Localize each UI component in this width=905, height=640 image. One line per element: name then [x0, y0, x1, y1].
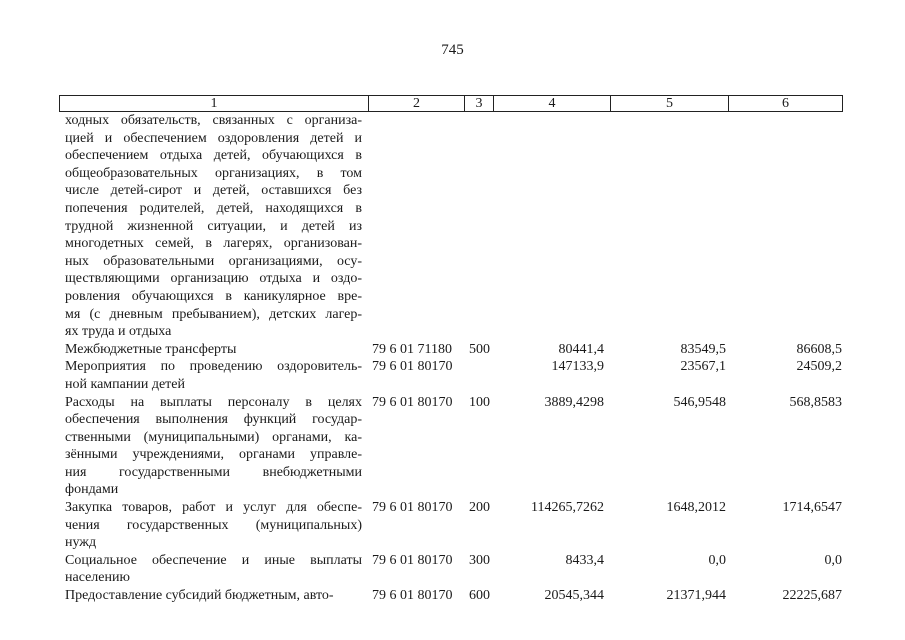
description-line: мя (с дневным пребыванием), детских лагер- — [65, 306, 362, 322]
row-code: 79 6 01 80170 — [372, 588, 453, 604]
row-kind: 100 — [469, 394, 490, 410]
description-line: фондами — [65, 482, 119, 498]
header-col-3: 3 — [465, 96, 494, 111]
description-line: ния государственными внебюджетными — [65, 464, 362, 480]
row-value-5: 1648,2012 — [666, 500, 726, 516]
table-row — [0, 499, 905, 552]
description-line: ственными (муниципальными) органами, ка- — [65, 429, 362, 445]
row-value-6: 1714,6547 — [782, 500, 842, 516]
row-value-5: 83549,5 — [680, 341, 726, 357]
header-col-2: 2 — [369, 96, 465, 111]
row-code: 79 6 01 80170 — [372, 394, 453, 410]
row-code: 79 6 01 80170 — [372, 500, 453, 516]
row-description — [65, 552, 362, 587]
row-description — [65, 341, 362, 359]
header-col-1: 1 — [60, 96, 369, 111]
header-col-6: 6 — [782, 96, 789, 111]
page-number: 745 — [441, 42, 464, 58]
description-line: зёнными учреждениями, органами управле- — [65, 447, 362, 463]
row-description — [65, 358, 362, 393]
row-description — [65, 587, 362, 605]
description-line: населению — [65, 570, 130, 586]
row-code: 79 6 01 71180 — [372, 341, 452, 357]
description-line: обеспечения выполнения функций государ- — [65, 412, 362, 428]
table-row — [0, 341, 905, 359]
description-line: ществляющими организацию отдыха и оздо- — [65, 271, 362, 287]
description-line: трудной жизненной ситуации, и детей из — [65, 218, 362, 234]
row-kind: 200 — [469, 500, 490, 516]
row-description — [65, 112, 362, 341]
table-header — [59, 95, 843, 112]
row-value-4: 114265,7262 — [531, 500, 604, 516]
description-line: Социальное обеспечение и иные выплаты — [65, 552, 362, 568]
row-kind: 600 — [469, 588, 490, 604]
description-line: ровления обучающихся в каникулярное вре- — [65, 288, 362, 304]
description-line: ходных обязательств, связанных с организа- — [65, 113, 362, 128]
table-body — [0, 112, 905, 605]
row-value-6: 0,0 — [824, 552, 842, 568]
header-col-5: 5 — [611, 96, 729, 111]
row-value-6: 86608,5 — [796, 341, 842, 357]
row-description — [65, 499, 362, 552]
row-value-4: 3889,4298 — [544, 394, 604, 410]
row-value-4: 80441,4 — [558, 341, 604, 357]
description-line: Мероприятия по проведению оздоровитель- — [65, 359, 362, 375]
row-value-5: 21371,944 — [666, 588, 726, 604]
row-description — [65, 394, 362, 500]
description-line: попечения родителей, детей, находящихся в — [65, 200, 362, 216]
description-line: нужд — [65, 535, 97, 551]
row-code: 79 6 01 80170 — [372, 359, 453, 375]
description-line: ных образовательными организациями, осу- — [65, 253, 362, 269]
table-row — [0, 358, 905, 393]
description-line: Закупка товаров, работ и услуг для обеспе- — [65, 500, 362, 516]
header-col-4: 4 — [494, 96, 611, 111]
row-kind: 300 — [469, 552, 490, 568]
table-row — [0, 112, 905, 341]
row-value-4: 147133,9 — [551, 359, 604, 375]
description-line: общеобразовательных организациях, в том — [65, 165, 362, 181]
description-line: многодетных семей, в лагерях, организован- — [65, 236, 362, 252]
description-line: цией и обеспечением оздоровления детей и — [65, 130, 362, 146]
description-line: Расходы на выплаты персоналу в целях — [65, 394, 362, 410]
description-line: Предоставление субсидий бюджетным, авто- — [65, 588, 334, 604]
row-value-5: 0,0 — [708, 552, 726, 568]
row-kind: 500 — [469, 341, 490, 357]
description-line: Межбюджетные трансферты — [65, 341, 237, 357]
row-value-4: 8433,4 — [565, 552, 604, 568]
description-line: числе детей-сирот и детей, оставшихся без — [65, 183, 362, 199]
table-row — [0, 587, 905, 605]
table-row — [0, 394, 905, 500]
description-line: чения государственных (муниципальных) — [65, 517, 362, 533]
row-value-5: 23567,1 — [680, 359, 726, 375]
row-code: 79 6 01 80170 — [372, 552, 453, 568]
description-line: обеспечением отдыха детей, обучающихся в — [65, 148, 362, 164]
row-value-4: 20545,344 — [544, 588, 604, 604]
description-line: ях труда и отдыха — [65, 324, 172, 340]
row-value-6: 568,8583 — [789, 394, 842, 410]
table-row — [0, 552, 905, 587]
row-value-6: 24509,2 — [796, 359, 842, 375]
row-value-6: 22225,687 — [782, 588, 842, 604]
row-value-5: 546,9548 — [673, 394, 726, 410]
description-line: ной кампании детей — [65, 376, 185, 392]
